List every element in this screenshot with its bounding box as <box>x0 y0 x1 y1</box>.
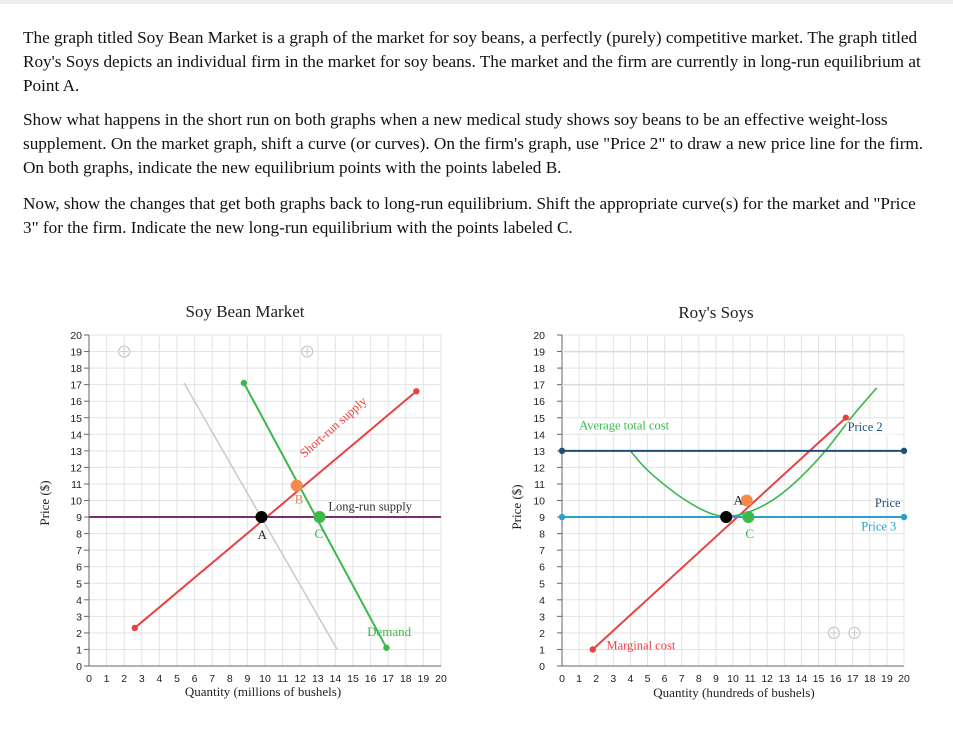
y-tick-label: 11 <box>71 478 82 491</box>
y-tick-label: 7 <box>76 545 82 558</box>
y-tick-label: 4 <box>76 594 82 607</box>
average-total-cost-label: Average total cost <box>579 418 670 433</box>
point-a-label: A <box>733 492 744 508</box>
chart-title: Roy's Soys <box>678 303 754 322</box>
y-axis-label: Price ($) <box>509 484 524 530</box>
x-tick-label: 11 <box>277 673 289 685</box>
question-prompt <box>23 26 933 252</box>
x-tick-label: 1 <box>103 673 110 685</box>
question-paragraph-1: The graph titled Soy Bean Market is a graph of the market for soy beans, a perfectly (purely) competitive market. The graph titled Roy's Soys depicts an individual firm in the market for soy beans. The market and the firm are currently in long-run equilibrium at Point A. <box>23 28 921 95</box>
y-tick-label: 18 <box>70 363 82 376</box>
x-tick-label: 14 <box>795 673 808 685</box>
average-total-cost-line[interactable] <box>630 388 876 516</box>
y-tick-label: 9 <box>539 512 545 525</box>
demand-handle[interactable] <box>241 380 247 386</box>
point-c[interactable] <box>314 511 326 523</box>
x-tick-label: 17 <box>846 673 859 685</box>
x-tick-label: 6 <box>661 673 668 685</box>
x-tick-label: 14 <box>329 673 342 685</box>
price-2-handle[interactable] <box>901 448 907 454</box>
y-tick-label: 14 <box>533 429 545 442</box>
roys-soys-chart[interactable] <box>470 290 953 730</box>
point-b[interactable] <box>291 480 303 492</box>
y-tick-label: 19 <box>70 346 82 359</box>
y-tick-label: 4 <box>539 594 545 607</box>
y-tick-label: 17 <box>70 379 82 392</box>
y-tick-label: 2 <box>76 627 82 640</box>
x-tick-label: 11 <box>744 673 756 685</box>
y-tick-label: 10 <box>70 495 82 508</box>
y-tick-label: 12 <box>70 462 82 475</box>
y-tick-label: 13 <box>533 445 545 458</box>
point-eq[interactable] <box>720 511 732 523</box>
y-tick-label: 0 <box>76 661 82 673</box>
price-handle[interactable] <box>559 514 565 520</box>
y-tick-label: 1 <box>539 644 545 657</box>
x-tick-label: 10 <box>727 673 739 685</box>
x-tick-label: 20 <box>898 673 910 685</box>
y-tick-label: 3 <box>76 611 82 624</box>
y-tick-label: 5 <box>539 578 545 591</box>
y-tick-label: 14 <box>70 429 82 442</box>
x-tick-label: 9 <box>712 673 719 685</box>
y-tick-label: 15 <box>70 412 82 425</box>
x-tick-label: 7 <box>209 673 216 685</box>
x-tick-label: 0 <box>559 673 565 685</box>
unused-point-marker[interactable] <box>828 627 839 638</box>
y-tick-label: 19 <box>533 346 545 359</box>
y-tick-label: 13 <box>70 445 82 458</box>
demand-label: Demand <box>367 624 412 640</box>
y-tick-label: 17 <box>533 379 545 392</box>
y-tick-label: 12 <box>533 462 545 475</box>
question-paragraph-3: Now, show the changes that get both graphs back to long-run equilibrium. Shift the appropriate curve(s) for the market and "Price 3" for the firm. Indicate the new long-run equilibrium with the points labeled C. <box>23 194 916 237</box>
point-a-label: A <box>257 527 267 543</box>
y-tick-label: 20 <box>70 330 82 342</box>
x-tick-label: 3 <box>138 673 145 685</box>
x-tick-label: 7 <box>678 673 685 685</box>
y-tick-label: 16 <box>70 396 82 409</box>
x-tick-label: 5 <box>644 673 651 685</box>
top-border <box>0 0 953 4</box>
marginal-cost-label: Marginal cost <box>606 638 676 653</box>
y-tick-label: 8 <box>539 528 545 541</box>
x-tick-label: 4 <box>156 673 163 685</box>
x-tick-label: 18 <box>863 673 876 685</box>
point-b-label: B <box>294 491 304 507</box>
y-tick-label: 6 <box>539 561 545 574</box>
price-2-handle[interactable] <box>559 448 565 454</box>
y-tick-label: 11 <box>534 478 545 491</box>
x-tick-label: 13 <box>778 673 791 685</box>
x-tick-label: 15 <box>347 673 359 685</box>
x-tick-label: 16 <box>829 673 842 685</box>
price-handle[interactable] <box>901 514 907 520</box>
y-tick-label: 9 <box>76 512 82 525</box>
point-c-label: C <box>314 526 324 542</box>
x-tick-label: 13 <box>311 673 324 685</box>
x-tick-label: 12 <box>761 673 774 685</box>
x-tick-label: 1 <box>576 673 583 685</box>
soy-bean-market-chart[interactable] <box>0 290 470 730</box>
y-tick-label: 3 <box>539 611 545 624</box>
y-axis-label: Price ($) <box>37 480 52 526</box>
price-label: Price <box>874 496 901 511</box>
x-tick-label: 17 <box>382 673 395 685</box>
y-tick-label: 7 <box>539 545 545 558</box>
y-tick-label: 8 <box>76 528 82 541</box>
x-tick-label: 6 <box>191 673 198 685</box>
unused-point-marker[interactable] <box>302 346 313 357</box>
y-tick-label: 6 <box>76 561 82 574</box>
y-tick-label: 5 <box>76 578 82 591</box>
y-tick-label: 15 <box>533 412 545 425</box>
demand-handle[interactable] <box>383 645 389 651</box>
y-tick-label: 16 <box>533 396 545 409</box>
x-tick-label: 4 <box>627 673 634 685</box>
y-tick-label: 2 <box>539 627 545 640</box>
x-tick-label: 9 <box>244 673 251 685</box>
price-2-label: Price 2 <box>847 419 883 434</box>
x-tick-label: 0 <box>86 673 92 685</box>
x-tick-label: 2 <box>593 673 600 685</box>
short-run-supply-handle[interactable] <box>132 625 138 631</box>
x-tick-label: 20 <box>435 673 447 685</box>
short-run-supply-handle[interactable] <box>413 388 419 394</box>
x-tick-label: 5 <box>174 673 180 685</box>
x-tick-label: 3 <box>610 673 617 685</box>
x-tick-label: 15 <box>812 673 825 685</box>
x-tick-label: 8 <box>226 673 233 685</box>
y-tick-label: 20 <box>533 330 545 342</box>
x-tick-label: 12 <box>294 673 307 685</box>
x-tick-label: 18 <box>399 673 412 685</box>
point-c-label: C <box>745 526 755 542</box>
y-tick-label: 1 <box>76 644 82 657</box>
chart-title: Soy Bean Market <box>185 302 305 321</box>
x-axis-label: Quantity (millions of bushels) <box>184 684 342 699</box>
point-c[interactable] <box>742 511 754 523</box>
x-tick-label: 8 <box>695 673 702 685</box>
short-run-supply-label: Short-run supply <box>296 394 370 461</box>
price-3-label: Price 3 <box>861 519 897 534</box>
y-tick-label: 18 <box>533 363 545 376</box>
unused-point-marker[interactable] <box>849 627 860 638</box>
point-a[interactable] <box>255 511 267 523</box>
question-paragraph-2: Show what happens in the short run on both graphs when a new medical study shows soy beans to be an effective weight-loss supplement. On the market graph, shift a curve (or curves). On the firm's graph, use "Price 2" to draw a new price line for the firm. On both graphs, indicate the new equilibrium points with the points labeled B. <box>23 110 924 177</box>
marginal-cost-handle[interactable] <box>590 646 596 652</box>
x-tick-label: 19 <box>881 673 893 685</box>
y-tick-label: 0 <box>539 661 545 673</box>
x-tick-label: 19 <box>417 673 430 685</box>
x-tick-label: 16 <box>364 673 377 685</box>
y-tick-label: 10 <box>533 495 545 508</box>
x-tick-label: 2 <box>121 673 128 685</box>
unused-point-marker[interactable] <box>119 346 130 357</box>
x-axis-label: Quantity (hundreds of bushels) <box>653 685 815 700</box>
long-run-supply-label: Long-run supply <box>328 499 413 514</box>
x-tick-label: 10 <box>259 673 271 685</box>
